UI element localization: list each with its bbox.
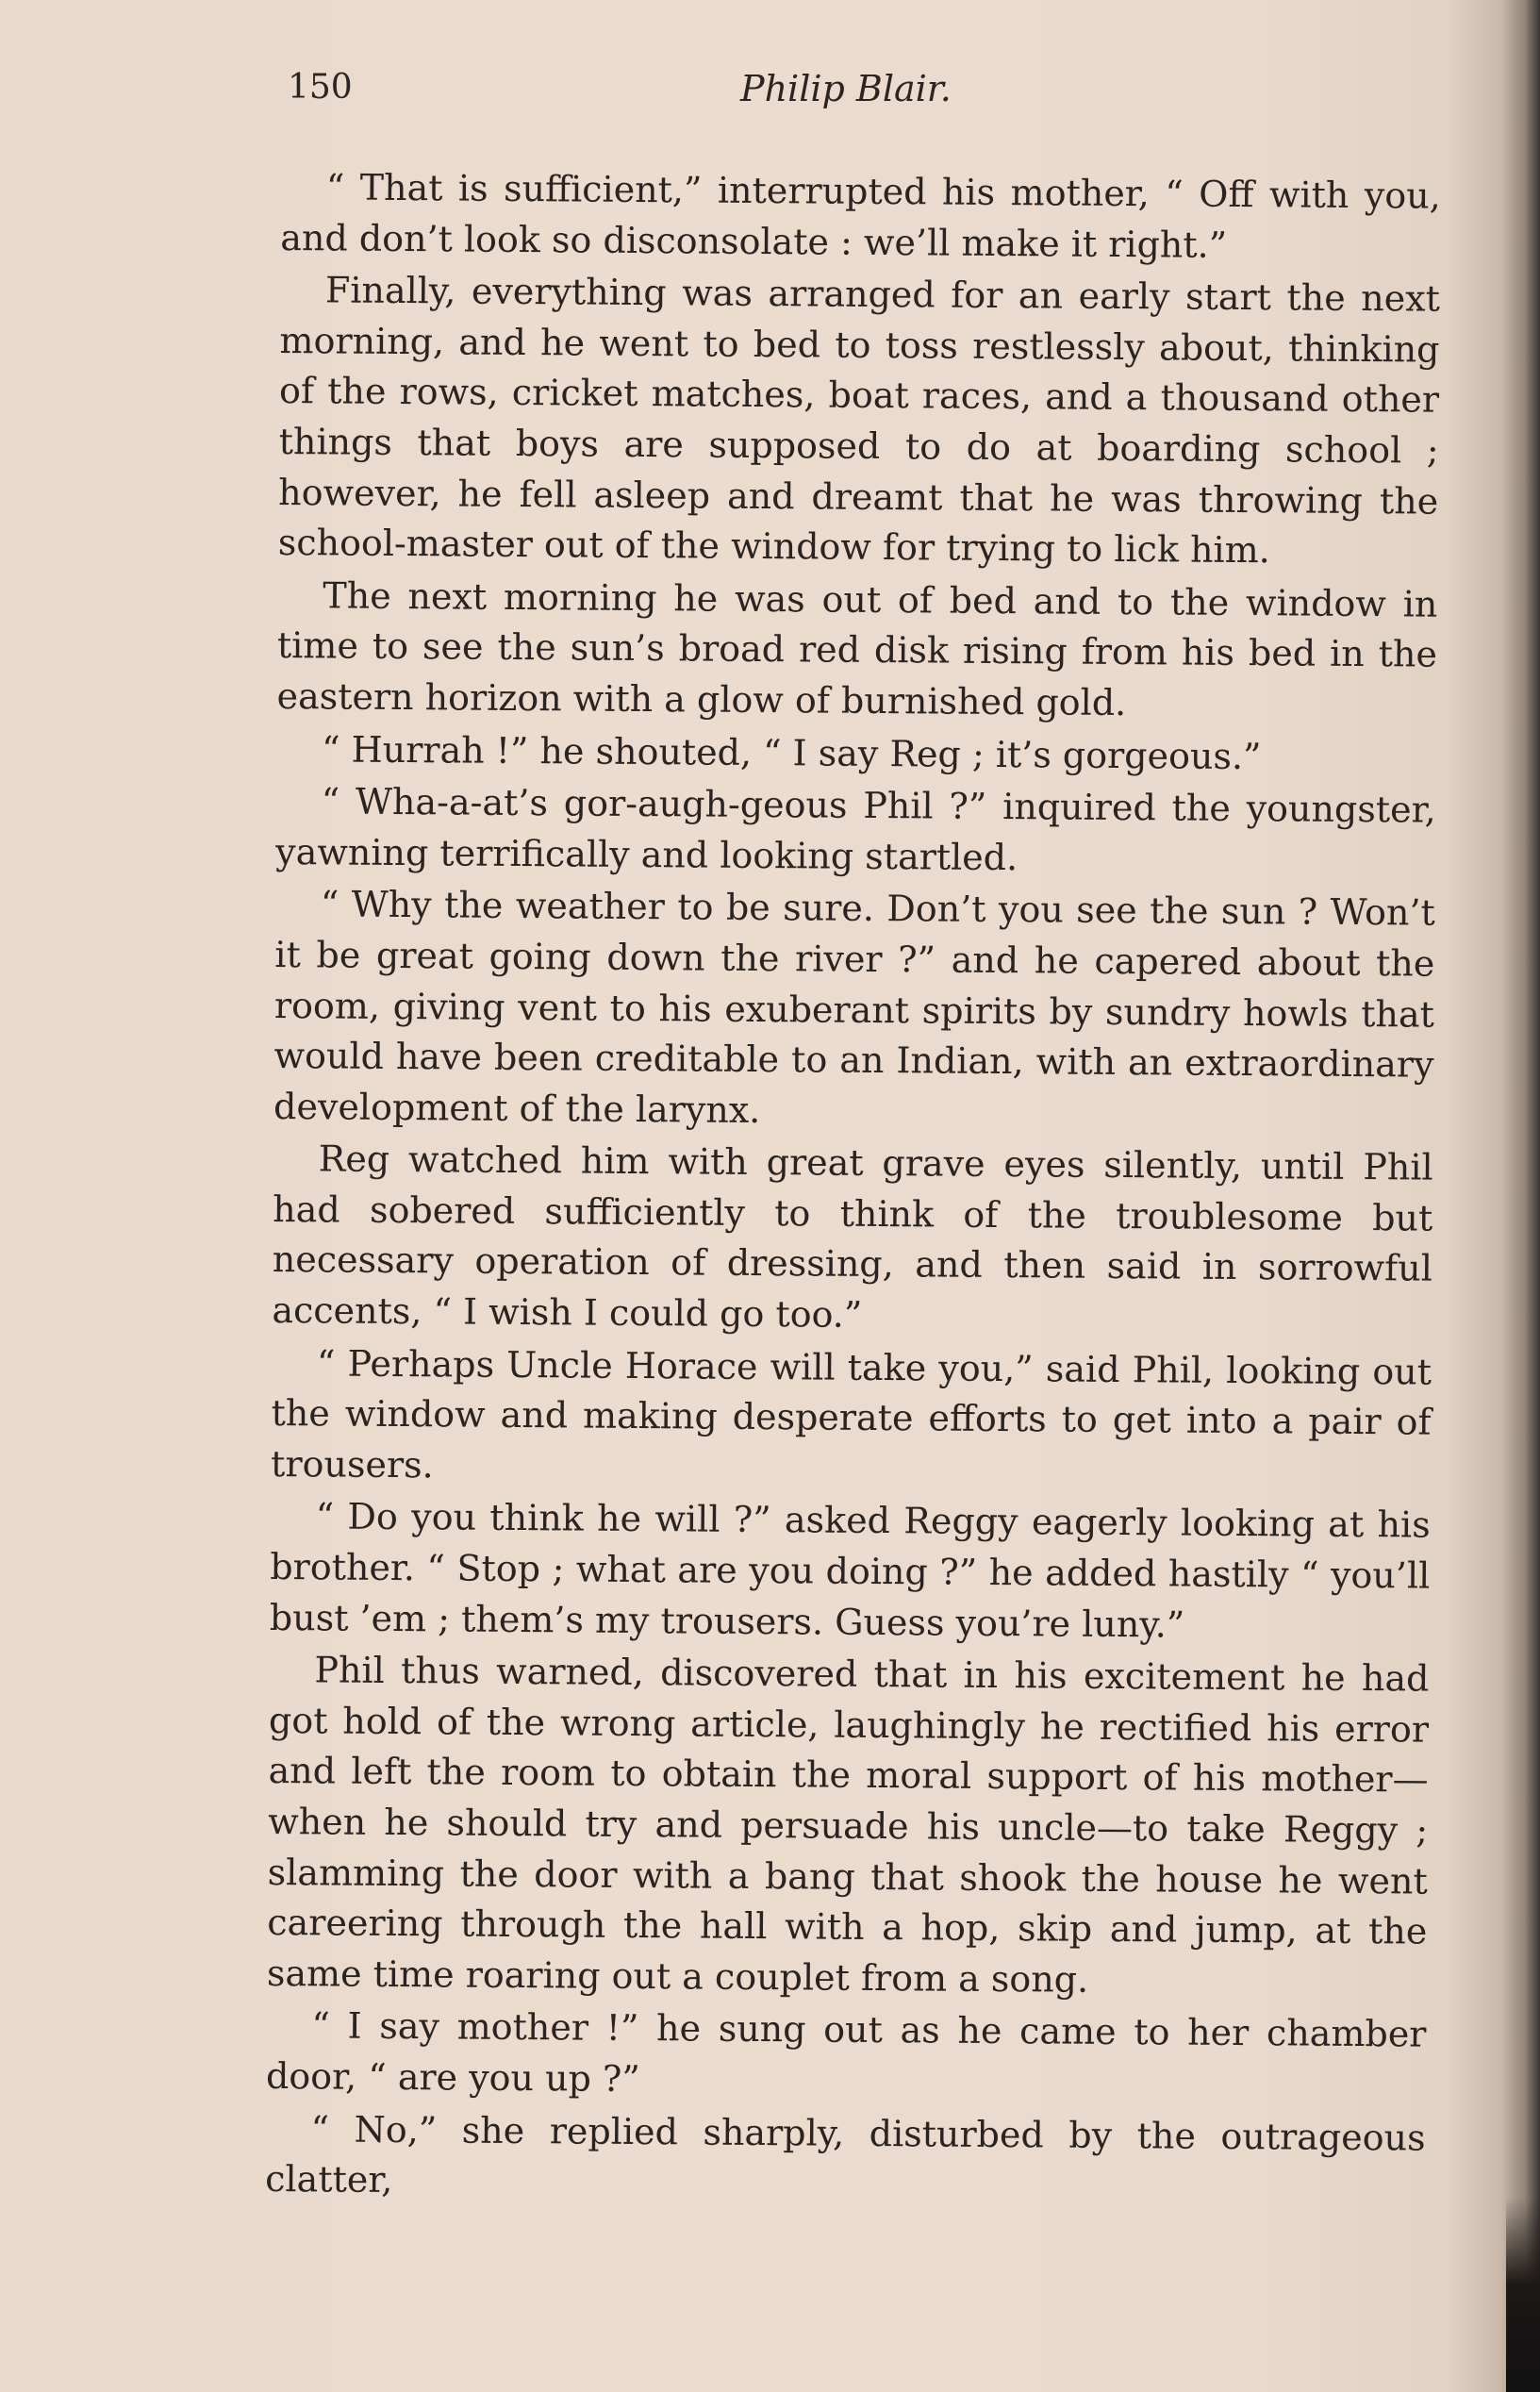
page-edge-shadow: [1502, 0, 1540, 2392]
paragraph: “ Hurrah !” he shouted, “ I say Reg ; it’s gorgeous.”: [321, 727, 1262, 777]
paragraph: Reg watched him with great grave eyes silently, until Phil had sobered sufficiently to think of the troublesome but necessary operation of dressing, and then said in sorrowful accents, “ I wish I could go too.”: [272, 1138, 1433, 1336]
paragraph: “ That is sufficient,” interrupted his mother, “ Off with you, and don’t look so disconsolate : we’ll make it right.”: [280, 166, 1441, 266]
paragraph: “ No,” she replied sharply, disturbed by the outrageous clatter,: [265, 2107, 1426, 2201]
binding-edge: [1506, 2198, 1540, 2392]
paragraph: “ Wha-a-at’s gor-augh-geous Phil ?” inquired the youngster, yawning terrifically and looking startled.: [275, 780, 1436, 878]
paragraph: Phil thus warned, discovered that in his excitement he had got hold of the wrong article, laughingly he rectified his error and left the room to obtain the moral support of his mother—when he should try and persuade his uncle—to take Reggy ; slamming the door with a bang that shook the house he went careering through the hall with a hop, skip and jump, at the same time roaring out a couplet from a song.: [266, 1649, 1430, 2001]
paragraph: “ Why the weather to be sure. Don’t you see the sun ? Won’t it be great going down the river ?” and he capered about the room, giving vent to his exuberant spirits by sundry howls that would have been creditable to an Indian, with an extraordinary development of the larynx.: [273, 883, 1435, 1131]
paragraph: “ Perhaps Uncle Horace will take you,” said Phil, looking out the window and making desperate efforts to get into a pair of trousers.: [270, 1341, 1432, 1487]
body-text: [265, 162, 1441, 2214]
paragraph: “ Do you think he will ?” asked Reggy eagerly looking at his brother. “ Stop ; what are you doing ?” he added hastily “ you’ll bust ’em ; them’s my trousers. Guess you’re luny.”: [269, 1495, 1431, 1646]
running-title: Philip Blair.: [740, 68, 952, 109]
running-head: [288, 68, 1466, 125]
paragraph: “ I say mother !” he sung out as he came to her chamber door, “ are you up ?”: [265, 2004, 1427, 2101]
paragraph: The next morning he was out of bed and to the window in time to see the sun’s broad red disk rising from his bed in the eastern horizon with a glow of burnished gold.: [276, 574, 1438, 723]
page-number: 150: [288, 68, 353, 107]
paragraph: Finally, everything was arranged for an early start the next morning, and he went to bed to toss restlessly about, thinking of the rows, cricket matches, boat races, and a thousand other things that boys are supposed to do at boarding school ; however, he fell asleep and dreamt that he was throwing the school-master out of the window for trying to lick him.: [277, 269, 1441, 572]
